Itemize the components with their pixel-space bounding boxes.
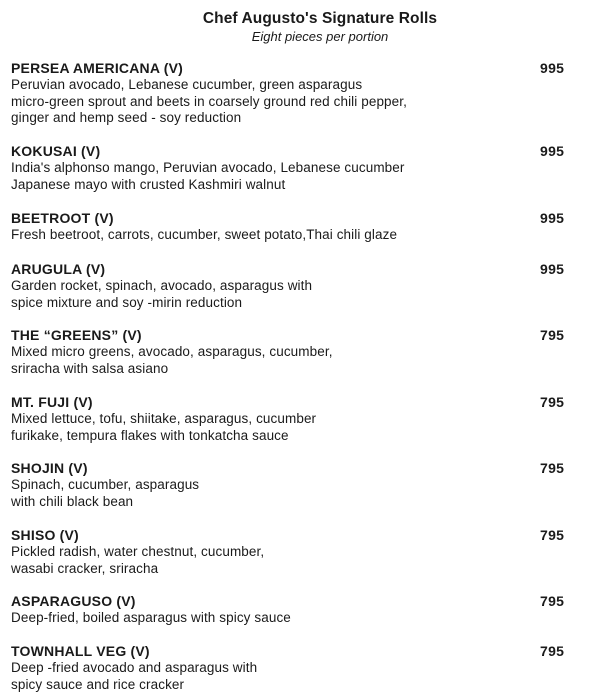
item-name: MT. FUJI (V) xyxy=(11,394,93,410)
menu-item xyxy=(11,60,600,127)
menu-item xyxy=(11,643,600,693)
item-description: Spinach, cucumber, asparagus with chili black bean xyxy=(11,477,200,509)
menu-item xyxy=(11,527,600,577)
menu-item xyxy=(11,460,600,510)
item-name: KOKUSAI (V) xyxy=(11,143,101,159)
item-description: Garden rocket, spinach, avocado, asparagus with spice mixture and soy -mirin reduction xyxy=(11,278,313,310)
item-description: Pickled radish, water chestnut, cucumber, wasabi cracker, sriracha xyxy=(11,544,265,576)
item-price: 995 xyxy=(540,143,565,159)
item-description: Fresh beetroot, carrots, cucumber, sweet potato,Thai chili glaze xyxy=(11,227,398,242)
item-price: 995 xyxy=(540,261,565,277)
menu-item xyxy=(11,143,600,193)
item-price: 795 xyxy=(540,460,565,476)
menu-item xyxy=(11,593,600,627)
item-price: 795 xyxy=(540,527,565,543)
item-name: TOWNHALL VEG (V) xyxy=(11,643,150,659)
item-name: SHOJIN (V) xyxy=(11,460,88,476)
item-price: 995 xyxy=(540,60,565,76)
item-description: Mixed lettuce, tofu, shiitake, asparagus, cucumber furikake, tempura flakes with tonkatcha sauce xyxy=(11,411,317,443)
menu-title: Chef Augusto's Signature Rolls xyxy=(202,10,438,27)
item-description: Mixed micro greens, avocado, asparagus, cucumber, sriracha with salsa asiano xyxy=(11,344,333,376)
menu-header xyxy=(40,11,600,43)
item-description: Peruvian avocado, Lebanese cucumber, green asparagus micro-green sprout and beets in coarsely ground red chili pepper, ginger and hemp seed - soy reduction xyxy=(11,77,407,125)
item-description: Deep-fried, boiled asparagus with spicy sauce xyxy=(11,610,291,625)
item-description: India's alphonso mango, Peruvian avocado, Lebanese cucumber Japanese mayo with crusted Kashmiri walnut xyxy=(11,160,405,192)
menu-subtitle: Eight pieces per portion xyxy=(251,28,389,44)
menu-item xyxy=(11,394,600,444)
item-name: PERSEA AMERICANA (V) xyxy=(11,60,184,76)
item-name: BEETROOT (V) xyxy=(11,210,114,226)
item-name: THE “GREENS” (V) xyxy=(11,327,142,343)
menu-item xyxy=(11,327,600,377)
item-name: ASPARAGUSO (V) xyxy=(11,593,136,609)
menu-item xyxy=(11,261,600,311)
item-name: SHISO (V) xyxy=(11,527,79,543)
item-price: 795 xyxy=(540,394,565,410)
item-price: 795 xyxy=(540,593,565,609)
item-price: 995 xyxy=(540,210,565,226)
item-price: 795 xyxy=(540,327,565,343)
item-description: Deep -fried avocado and asparagus with spicy sauce and rice cracker xyxy=(11,660,258,692)
item-name: ARUGULA (V) xyxy=(11,261,106,277)
item-price: 795 xyxy=(540,643,565,659)
menu-item xyxy=(11,210,600,244)
